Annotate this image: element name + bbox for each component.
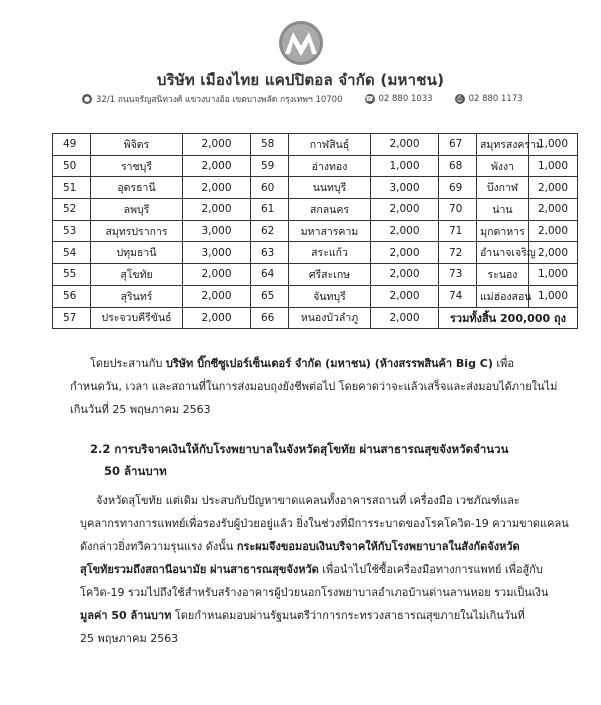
province-number: 74 — [439, 285, 477, 307]
bigc-company-name: บริษัท บิ๊กซีซูเปอร์เซ็นเตอร์ จำกัด (มหาชน) (ห้างสรรพสินค้า Big C) — [165, 357, 493, 370]
province-name: สมุทรสงคราม — [477, 134, 529, 156]
bag-amount: 2,000 — [183, 285, 251, 307]
phone-icon: ☎ — [365, 95, 374, 103]
province-name: กาฬสินธุ์ — [289, 134, 371, 156]
province-number: 61 — [251, 199, 289, 221]
paragraph-donation — [80, 489, 570, 650]
section-heading-2-2 — [90, 438, 570, 482]
province-number: 51 — [53, 177, 91, 199]
text-segment: ดังกล่าวยิ่งทวีความรุนแรง ดังนั้น — [80, 540, 237, 553]
province-number: 59 — [251, 155, 289, 177]
province-number: 53 — [53, 220, 91, 242]
contact-line — [82, 92, 523, 106]
paragraph-line — [80, 558, 570, 581]
table-row — [53, 199, 578, 221]
bag-amount: 2,000 — [371, 134, 439, 156]
paragraph-line: โควิด-19 รวมไปถึงใช้สำหรับสร้างอาคารผู้ป่วยนอกโรงพยาบาลอำเภอบ้านด่านลานหอย รวมเป็นเงิน — [80, 586, 549, 599]
province-name: จันทบุรี — [289, 285, 371, 307]
province-number: 70 — [439, 199, 477, 221]
total-bags: รวมทั้งสิ้น 200,000 ถุง — [439, 307, 578, 329]
bag-amount: 3,000 — [371, 177, 439, 199]
province-name: พังงา — [477, 155, 529, 177]
paragraph-line: บุคลากรทางการแพทย์เพื่อรองรับผู้ป่วยอยู่แล้ว ยิ่งในช่วงที่มีการระบาดของโรคโควิด-19 ความขาดแคลน — [80, 517, 569, 530]
province-name: ลพบุรี — [91, 199, 183, 221]
bag-amount: 2,000 — [371, 242, 439, 264]
province-name: สกลนคร — [289, 199, 371, 221]
text-segment-bold: สุโขทัยรวมถึงสถานีอนามัย ผ่านสาธารณสุขจังหวัด — [80, 563, 319, 576]
table-row — [53, 285, 578, 307]
province-name: มหาสารคาม — [289, 220, 371, 242]
table-row — [53, 134, 578, 156]
bag-amount: 2,000 — [183, 155, 251, 177]
bag-amount: 2,000 — [529, 177, 578, 199]
province-number: 69 — [439, 177, 477, 199]
bag-amount: 2,000 — [183, 307, 251, 329]
bag-amount: 2,000 — [371, 285, 439, 307]
bag-amount: 2,000 — [529, 242, 578, 264]
province-number: 55 — [53, 264, 91, 286]
province-name: สุโขทัย — [91, 264, 183, 286]
text-segment: เพื่อ — [492, 357, 514, 370]
province-name: นนทบุรี — [289, 177, 371, 199]
province-number: 50 — [53, 155, 91, 177]
paragraph-line: จังหวัดสุโขทัย แต่เดิม ประสบกับปัญหาขาดแคลนทั้งอาคารสถานที่ เครื่องมือ เวชภัณฑ์และ — [96, 494, 520, 507]
province-name: อุดรธานี — [91, 177, 183, 199]
bag-amount: 2,000 — [183, 264, 251, 286]
bag-amount: 2,000 — [183, 134, 251, 156]
province-number: 57 — [53, 307, 91, 329]
province-number: 64 — [251, 264, 289, 286]
phone-number: 02 880 1033 — [378, 94, 433, 104]
bag-amount: 1,000 — [529, 285, 578, 307]
heading-line: 50 ล้านบาท — [104, 464, 167, 478]
text-segment: เพื่อนำไปใช้ซื้อเครื่องมือทางการแพทย์ เพื่อสู้กับ — [318, 563, 543, 576]
bag-amount: 3,000 — [183, 242, 251, 264]
province-name: สุรินทร์ — [91, 285, 183, 307]
paragraph-line — [90, 352, 560, 375]
paragraph-line — [80, 604, 570, 627]
province-name: บึงกาฬ — [477, 177, 529, 199]
text-segment: โดยกำหนดมอบผ่านรัฐมนตรีว่าการกระทรวงสาธารณสุขภายในไม่เกินวันที่ — [171, 609, 525, 622]
bag-amount: 2,000 — [529, 199, 578, 221]
bag-amount: 2,000 — [183, 177, 251, 199]
bag-amount: 2,000 — [371, 264, 439, 286]
text-segment-bold: กระผมจึงขอมอบเงินบริจาคให้กับโรงพยาบาลในสังกัดจังหวัด — [236, 540, 520, 553]
company-name: บริษัท เมืองไทย แคปปิตอล จำกัด (มหาชน) — [156, 71, 445, 89]
bag-amount: 2,000 — [371, 307, 439, 329]
bag-amount: 1,000 — [529, 155, 578, 177]
table-row — [53, 264, 578, 286]
text-segment-bold: มูลค่า 50 ล้านบาท — [80, 609, 172, 622]
company-logo — [278, 20, 324, 66]
paragraph-coordination — [70, 352, 560, 421]
province-number: 73 — [439, 264, 477, 286]
bag-amount: 1,000 — [529, 264, 578, 286]
province-number: 65 — [251, 285, 289, 307]
bag-amount: 2,000 — [529, 220, 578, 242]
province-number: 72 — [439, 242, 477, 264]
province-number: 62 — [251, 220, 289, 242]
province-name: อ่างทอง — [289, 155, 371, 177]
province-number: 63 — [251, 242, 289, 264]
paragraph-line: เกินวันที่ 25 พฤษภาคม 2563 — [70, 403, 211, 416]
province-name: พิจิตร — [91, 134, 183, 156]
province-number: 68 — [439, 155, 477, 177]
province-number: 71 — [439, 220, 477, 242]
province-name: แม่ฮ่องสอน — [477, 285, 529, 307]
bag-amount: 2,000 — [371, 199, 439, 221]
province-name: น่าน — [477, 199, 529, 221]
fax-number: 02 880 1173 — [468, 94, 523, 104]
table-row — [53, 155, 578, 177]
table-row — [53, 307, 578, 329]
province-name: มุกดาหาร — [477, 220, 529, 242]
bag-amount: 3,000 — [183, 220, 251, 242]
heading-line: 2.2 การบริจาคเงินให้กับโรงพยาบาลในจังหวัดสุโขทัย ผ่านสาธารณสุขจังหวัดจำนวน — [90, 442, 509, 456]
province-name: อำนาจเจริญ — [477, 242, 529, 264]
province-number: 58 — [251, 134, 289, 156]
province-name: ระนอง — [477, 264, 529, 286]
paragraph-line: กำหนดวัน, เวลา และสถานที่ในการส่งมอบถุงยังชีพต่อไป โดยคาดว่าจะแล้วเสร็จและส่งมอบได้ภายในไม่ — [70, 380, 558, 393]
bag-amount: 2,000 — [371, 220, 439, 242]
table-row — [53, 177, 578, 199]
province-name: สระแก้ว — [289, 242, 371, 264]
province-number: 54 — [53, 242, 91, 264]
province-number: 56 — [53, 285, 91, 307]
province-number: 60 — [251, 177, 289, 199]
location-pin-icon: ● — [83, 95, 91, 103]
table-row — [53, 242, 578, 264]
province-allocation-table — [52, 133, 578, 329]
paragraph-line: 25 พฤษภาคม 2563 — [80, 632, 179, 645]
province-number: 49 — [53, 134, 91, 156]
text-segment: โดยประสานกับ — [90, 357, 166, 370]
province-number: 66 — [251, 307, 289, 329]
bag-amount: 1,000 — [529, 134, 578, 156]
province-name: หนองบัวลำภู — [289, 307, 371, 329]
province-name: ศรีสะเกษ — [289, 264, 371, 286]
address: 32/1 ถนนจรัญสนิทวงศ์ แขวงบางอ้อ เขตบางพลัด กรุงเทพฯ 10700 — [96, 95, 343, 105]
bag-amount: 2,000 — [183, 199, 251, 221]
province-number: 52 — [53, 199, 91, 221]
province-name: สมุทรปราการ — [91, 220, 183, 242]
province-name: ราชบุรี — [91, 155, 183, 177]
bag-amount: 1,000 — [371, 155, 439, 177]
province-name: ประจวบคีรีขันธ์ — [91, 307, 183, 329]
province-name: ปทุมธานี — [91, 242, 183, 264]
table-row — [53, 220, 578, 242]
paragraph-line — [80, 535, 570, 558]
fax-icon: ⎙ — [455, 94, 465, 104]
province-number: 67 — [439, 134, 477, 156]
